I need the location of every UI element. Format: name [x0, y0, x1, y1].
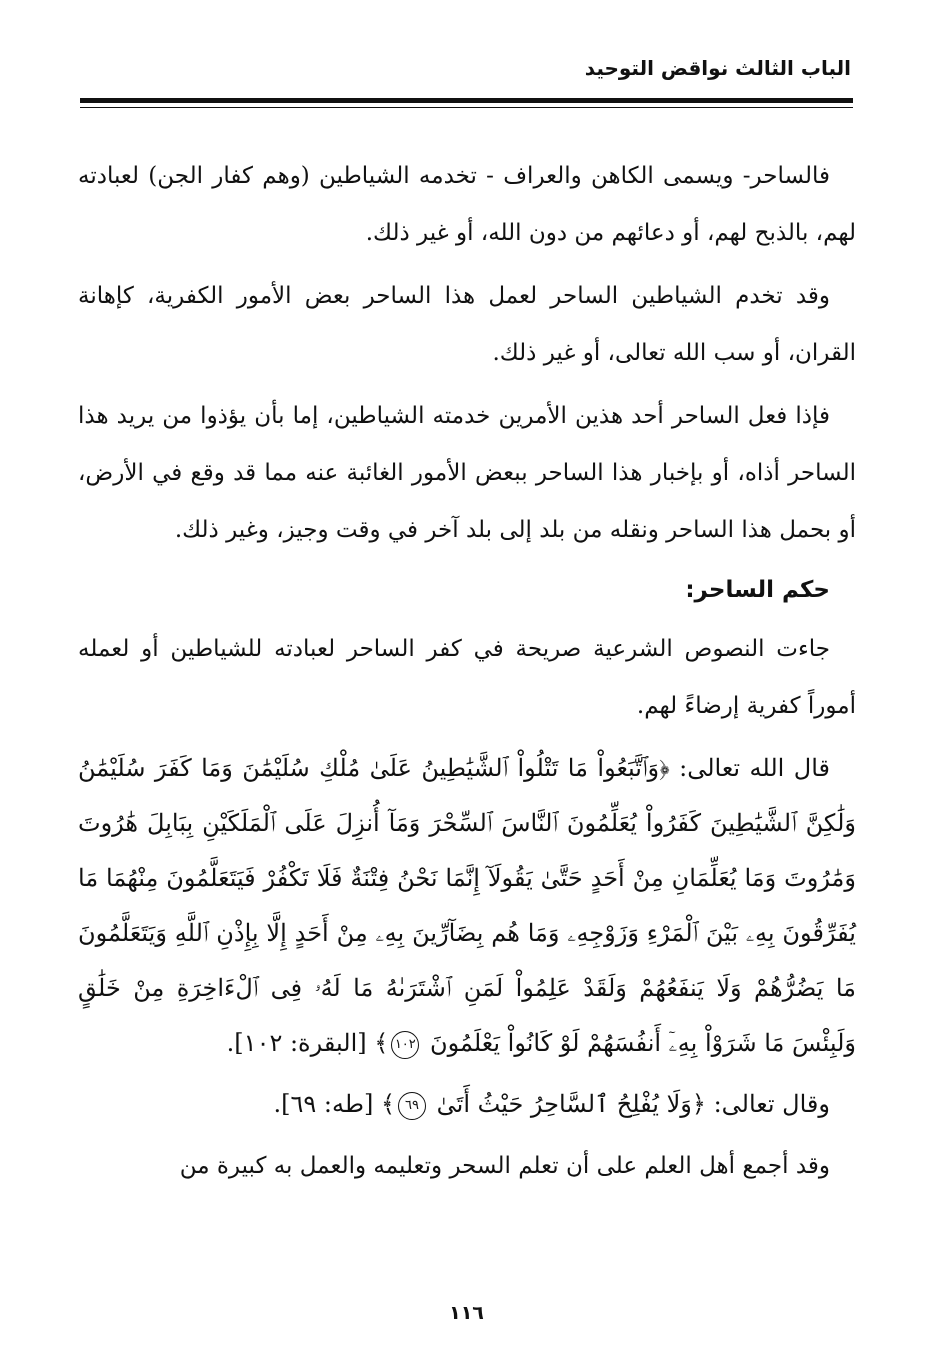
paragraph-1-text: فالساحر- ويسمى الكاهن والعراف - تخدمه الشياطين (وهم كفار الجن) لعبادته لهم، بالذبح لهم، أو دعائهم من دون الله، أو غير ذلك. [78, 163, 856, 246]
paragraph-4 [78, 621, 856, 735]
quran-quote-2 [78, 1077, 856, 1132]
paragraph-3 [78, 388, 856, 559]
paragraph-5 [78, 1138, 856, 1195]
section-heading: حكم الساحر: [685, 577, 830, 603]
paragraph-2 [78, 268, 856, 382]
paragraph-4-text: جاءت النصوص الشرعية صريحة في كفر الساحر لعبادته للشياطين أو لعمله أموراً كفرية إرضاءً لهم. [78, 636, 856, 719]
paragraph-3-text: فإذا فعل الساحر أحد هذين الأمرين خدمته الشياطين، إما بأن يؤذوا من يريد هذا الساحر أذاه، أو بإخبار هذا الساحر ببعض الأمور الغائبة عنه مما قد وقع في الأرض، أو بحمل هذا الساحر ونقله من بلد إلى بلد آخر في وقت وجيز، وغير ذلك. [78, 403, 856, 543]
quote-1-verse-text: وَٱتَّبَعُواْ مَا تَتْلُواْ ٱلشَّيَٰطِينُ عَلَىٰ مُلْكِ سُلَيْمَٰنَ وَمَا كَفَرَ سُلَيْمَٰنُ وَلَٰكِنَّ ٱلشَّيَٰطِينَ كَفَرُواْ يُعَلِّمُونَ ٱلنَّاسَ ٱلسِّحْرَ وَمَآ أُنزِلَ عَلَى ٱلْمَلَكَيْنِ بِبَابِلَ هَٰرُوتَ وَمَٰرُوتَ وَمَا يُعَلِّمَانِ مِنْ أَحَدٍ حَتَّىٰ يَقُولَآ إِنَّمَا نَحْنُ فِتْنَةٌ فَلَا تَكْفُرْ فَيَتَعَلَّمُونَ مِنْهُمَا مَا يُفَرِّقُونَ بِهِۦ بَيْنَ ٱلْمَرْءِ وَزَوْجِهِۦ وَمَا هُم بِضَآرِّينَ بِهِۦ مِنْ أَحَدٍ إِلَّا بِإِذْنِ ٱللَّهِ وَيَتَعَلَّمُونَ مَا يَضُرُّهُمْ وَلَا يَنفَعُهُمْ وَلَقَدْ عَلِمُواْ لَمَنِ ٱشْتَرَىٰهُ مَا لَهُۥ فِى ٱلْءَاخِرَةِ مِنْ خَلَٰقٍ وَلَبِئْسَ مَا شَرَوْاْ بِهِۦٓ أَنفُسَهُمْ لَوْ كَانُواْ يَعْلَمُونَ [78, 754, 856, 1057]
paragraph-1 [78, 148, 856, 262]
page-number: ١١٦ [449, 1302, 484, 1324]
quran-quote-1 [78, 741, 856, 1071]
running-title: الباب الثالث نواقض التوحيد [584, 56, 851, 80]
header-rule-thick [80, 98, 853, 103]
page-body [78, 148, 856, 1201]
paragraph-5-text: وقد أجمع أهل العلم على أن تعلم السحر وتعليمه والعمل به كبيرة من [179, 1153, 830, 1179]
quote-1-intro: قال الله تعالى: ﴿ [659, 754, 830, 782]
quote-2-intro: وقال تعالى: ﴿ [691, 1090, 830, 1118]
header-rule-thin [80, 107, 853, 108]
verse-number-marker: ٦٩ [398, 1092, 426, 1120]
paragraph-2-text: وقد تخدم الشياطين الساحر لعمل هذا الساحر بعض الأمور الكفرية، كإهانة القران، أو سب الله تعالى، أو غير ذلك. [78, 283, 856, 366]
quote-2-verse-text: وَلَا يُفْلِحُ ٱلسَّاحِرُ حَيْثُ أَتَىٰ [436, 1090, 692, 1118]
quote-1-citation: ﴾ [البقرة: ١٠٢]. [226, 1029, 389, 1057]
quote-2-citation: ﴾ [طه: ٦٩]. [273, 1090, 396, 1118]
verse-number-marker: ١٠٢ [391, 1031, 419, 1059]
